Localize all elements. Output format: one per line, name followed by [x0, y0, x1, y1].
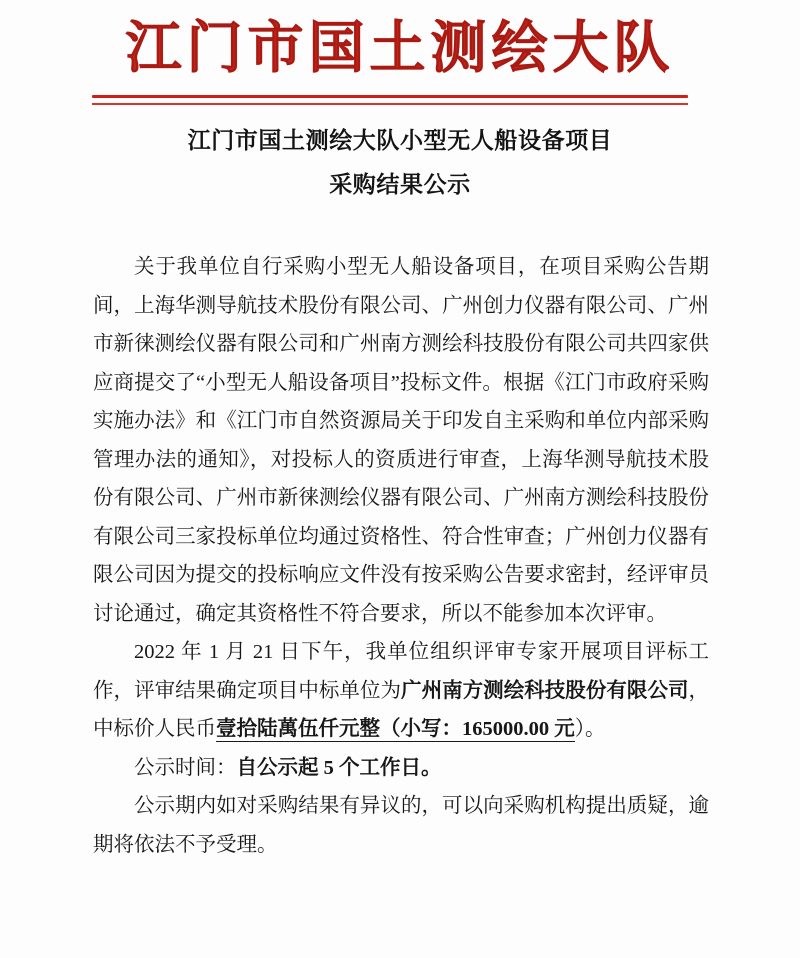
award-amount: 壹拾陆萬伍仟元整（小写：165000.00 元 — [216, 718, 575, 740]
award-result-middle: ，中标价人民币 — [93, 679, 710, 740]
document-body — [93, 248, 709, 864]
letterhead-divider — [92, 95, 688, 105]
letterhead — [0, 0, 800, 81]
divider-rule-thin — [92, 103, 688, 105]
announcement-period-label: 公示时间： — [134, 756, 237, 779]
document-title-line-1: 江门市国土测绘大队小型无人船设备项目 — [187, 127, 613, 153]
document-title — [0, 119, 800, 207]
award-result-tail: ）。 — [574, 718, 606, 740]
announcement-period-value: 自公示起 5 个工作日。 — [236, 756, 442, 779]
paragraph-award-result — [93, 633, 709, 749]
paragraph-objection-notice: 公示期内如对采购结果有异议的，可以向采购机构提出质疑，逾期将依法不予受理。 — [93, 795, 709, 856]
winning-supplier-name: 广州南方测绘科技股份有限公司 — [401, 679, 689, 702]
paragraph-procurement-review: 关于我单位自行采购小型无人船设备项目，在项目采购公告期间，上海华测导航技术股份有限公司、广州创力仪器有限公司、广州市新徕测绘仪器有限公司和广州南方测绘科技股份有限公司共四家供应商提交了“小型无人船设备项目”投标文件。根据《江门市政府采购实施办法》和《江门市自然资源局关于印发自主采购和单位内部采购管理办法的通知》，对投标人的资质进行审查，上海华测导航技术股份有限公司、广州市新徕测绘仪器有限公司、广州南方测绘科技股份有限公司三家投标单位均通过资格性、符合性审查；广州创力仪器有限公司因为提交的投标响应文件没有按采购公告要求密封，经评审员讨论通过，确定其资格性不符合要求，所以不能参加本次评审。 — [93, 256, 709, 625]
letterhead-organization-name: 江门市国土测绘大队 — [125, 18, 675, 80]
award-result-lead: 2022 年 1 月 21 日下午，我单位组织评审专家开展项目评标工作，评审结果确定项目中标单位为 — [93, 641, 709, 702]
paragraph-announcement-period — [93, 749, 709, 788]
document-title-line-2: 采购结果公示 — [329, 171, 471, 197]
